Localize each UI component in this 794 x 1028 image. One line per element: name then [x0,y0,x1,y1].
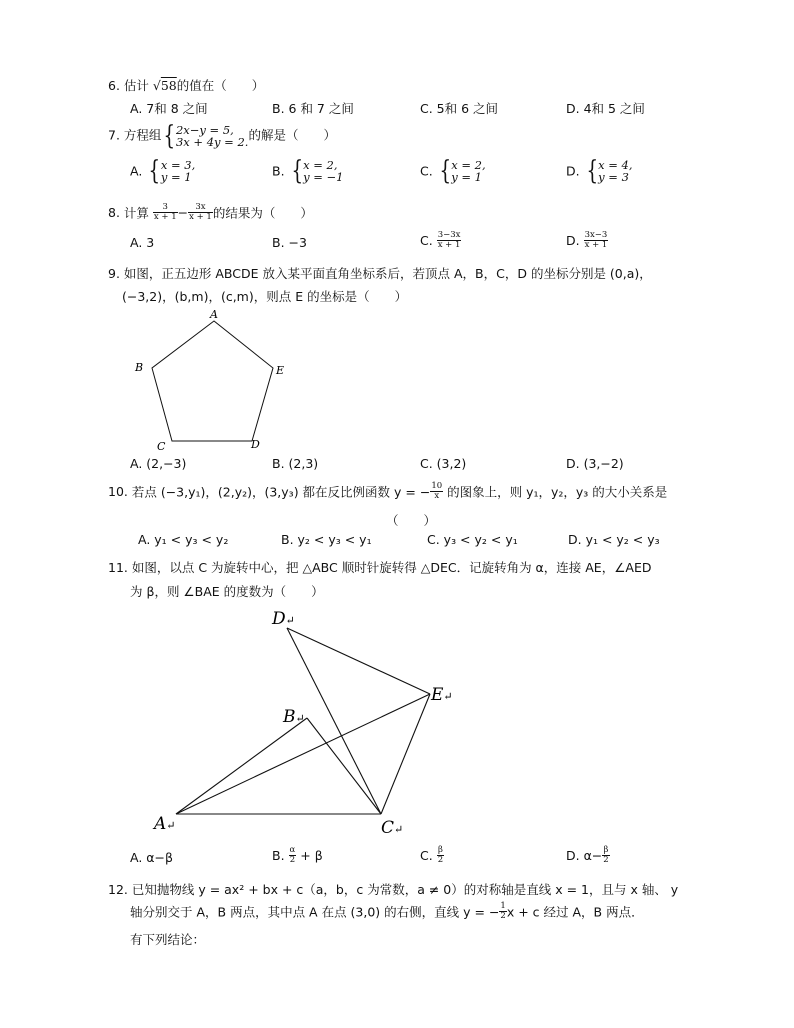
q10-option-c[interactable]: C. y₃ < y₂ < y₁ [427,532,518,547]
label-a: A↵ [154,814,176,834]
q8-option-d[interactable]: D. $\frac{3x-3}{x + 1}$ [566,230,608,250]
pentagon-figure [130,308,300,454]
segment-ec [381,694,430,814]
vertex-label-a: A [210,308,218,321]
q6-option-c[interactable]: C. 5和 6 之间 [420,101,499,116]
label-d: D↵ [272,609,295,629]
q6-option-b[interactable]: B. 6 和 7 之间 [272,101,354,116]
q8-option-c[interactable]: C. $\frac{3-3x}{x + 1}$ [420,230,461,250]
q7-option-d[interactable]: D. { x = 4, y = 3 [566,156,633,186]
fraction: $\frac{3x}{x + 1}$ [189,202,212,222]
fraction: $\frac{10}{x}$ [431,481,443,501]
vertex-label-c: C [157,440,166,453]
system-brace: { [163,121,176,151]
segment-de [287,628,430,694]
q9-option-d[interactable]: D. (3,−2) [566,456,624,471]
label-c: C↵ [381,818,404,838]
q11-option-b[interactable]: B. $\frac{\alpha}{2}$ + β [272,845,323,865]
q11-option-c[interactable]: C. $\frac{\beta}{2}$ [420,845,444,865]
segment-bc [307,718,381,814]
q8-option-b[interactable]: B. −3 [272,235,307,250]
question-12-stem-line3: 有下列结论： [130,932,206,947]
q10-option-b[interactable]: B. y₂ < y₃ < y₁ [281,532,372,547]
equation-system: 2x−y = 5, 3x + 4y = 2. [175,123,249,149]
q7-option-a[interactable]: A. { x = 3, y = 1 [130,156,196,186]
question-9-stem-line2: (−3,2)，(b,m)，(c,m)，则点 E 的坐标是（ ） [122,289,408,304]
segment-ab [176,718,307,814]
pentagon-abcde [152,321,273,441]
label-b: B↵ [283,707,305,727]
question-12-stem-line2: 轴分别交于 A，B 两点，其中点 A 在点 (3,0) 的右侧，直线 y = − $\frac{1}{2}$ x + c 经过 A，B 两点． [130,901,644,921]
rotation-figure [150,604,470,840]
q9-option-c[interactable]: C. (3,2) [420,456,467,471]
q8-option-a[interactable]: A. 3 [130,235,155,250]
question-9-stem-line1: 9. 如图，正五边形 ABCDE 放入某平面直角坐标系后，若顶点 A，B，C，D 的坐标分别是 (0,a)， [108,266,652,281]
radicand: 58 [160,78,177,93]
q10-option-a[interactable]: A. y₁ < y₃ < y₂ [138,532,229,547]
question-8-stem: 8. 计算 $\frac{3}{x + 1}$ − $\frac{3x}{x + 1}$ 的结果为（ ） [108,202,313,222]
vertex-label-e: E [276,364,285,377]
vertex-label-b: B [135,361,144,374]
q10-answer-paren: （ ） [386,513,437,528]
question-7-stem: 7. 方程组{ 2x−y = 5, 3x + 4y = 2. 的解是（ ） [108,121,336,151]
q9-option-b[interactable]: B. (2,3) [272,456,319,471]
vertex-label-d: D [251,438,260,451]
q9-option-a[interactable]: A. (2,−3) [130,456,187,471]
question-10-stem: 10. 若点 (−3,y₁)，(2,y₂)，(3,y₃) 都在反比例函数 y = − $\frac{10}{x}$ 的图象上，则 y₁，y₂，y₃ 的大小关系是 [108,481,668,501]
question-12-stem-line1: 12. 已知抛物线 y = ax² + bx + c（a，b，c 为常数，a ≠ 0）的对称轴是直线 x = 1，且与 x 轴、 y [108,882,679,897]
question-6-stem: 6. 估计 √58的值在（ ） [108,78,265,93]
q7-option-c[interactable]: C. { x = 2, y = 1 [420,156,486,186]
q11-option-d[interactable]: D. α− $\frac{\beta}{2}$ [566,845,609,865]
q7-option-b[interactable]: B. { x = 2, y = −1 [272,156,344,186]
q6-option-a[interactable]: A. 7和 8 之间 [130,101,208,116]
q6-option-d[interactable]: D. 4和 5 之间 [566,101,645,116]
q11-option-a[interactable]: A. α−β [130,850,173,865]
fraction: $\frac{3}{x + 1}$ [153,202,177,222]
question-11-stem-line1: 11. 如图，以点 C 为旋转中心，把 △ABC 顺时针旋转得 △DEC．记旋转角为 α，连接 AE，∠AED [108,560,652,575]
q10-option-d[interactable]: D. y₁ < y₂ < y₃ [568,532,660,547]
sqrt-sign: √ [152,78,161,93]
question-11-stem-line2: 为 β，则 ∠BAE 的度数为（ ） [130,584,324,599]
label-e: E↵ [431,685,453,705]
